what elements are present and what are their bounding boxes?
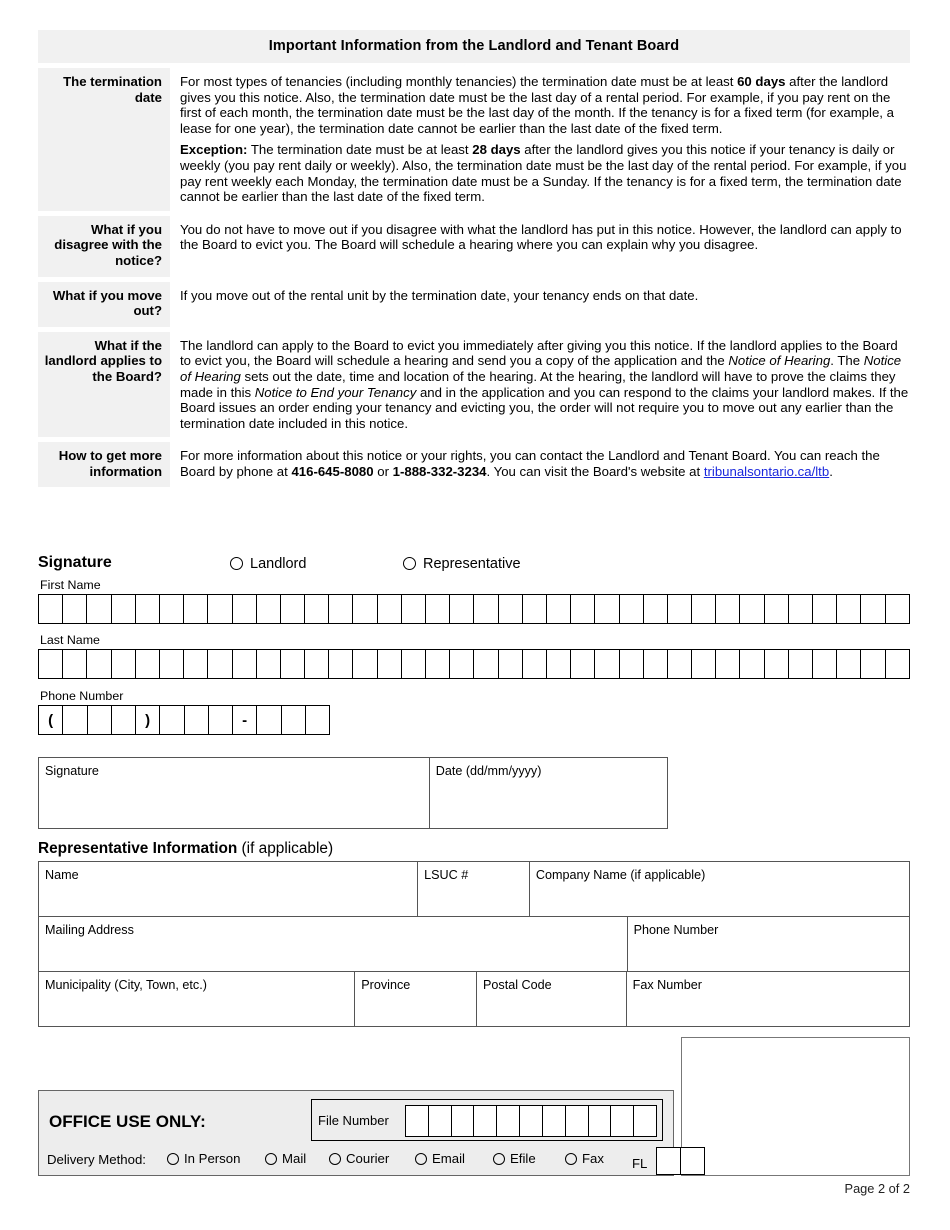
comb-cell[interactable] [692,595,716,623]
rep-company-label: Company Name (if applicable) [535,868,706,882]
fl-input[interactable] [656,1147,705,1175]
comb-cell[interactable] [740,650,764,678]
delivery-option-courier[interactable] [329,1151,389,1166]
txt: The landlord can apply to the Board to evict you immediately after giving you this notice. If the landlord applies to the Board to evict you, the Board will schedule a hearing and send you a copy of the application and the [180,337,898,369]
board-phone-local: 416-645-8080 [291,463,374,479]
comb-cell[interactable] [184,595,208,623]
info-label-termination-date: The termination date [38,68,170,211]
comb-cell[interactable] [160,595,184,623]
info-body-applies-to-board [170,332,910,438]
comb-cell[interactable] [681,1148,704,1174]
first-name-input[interactable] [38,594,910,624]
comb-cell[interactable] [740,595,764,623]
info-row-applies-to-board [38,332,910,438]
comb-cell[interactable] [595,650,619,678]
txt: You do not have to move out if you disagree with what the landlord has put in this notice. However, the landlord can apply to the Board to evict you. The Board will schedule a hearing where you can explain why you disagree. [180,221,902,253]
italic-notice-of-hearing-1: Notice of Hearing [728,353,831,369]
comb-cell[interactable] [136,595,160,623]
comb-cell[interactable] [257,650,281,678]
file-number-input[interactable] [405,1105,657,1137]
comb-cell[interactable] [474,595,498,623]
comb-cell[interactable] [595,595,619,623]
info-label-disagree: What if you disagree with the notice? [38,216,170,277]
comb-cell[interactable] [209,706,233,734]
bold-60-days: 60 days [737,74,786,89]
comb-cell[interactable] [329,650,353,678]
info-row-disagree [38,216,910,277]
comb-cell[interactable] [63,595,87,623]
info-row-move-out [38,282,910,327]
comb-cell[interactable] [450,650,474,678]
comb-cell[interactable] [657,1148,681,1174]
comb-cell[interactable] [426,650,450,678]
radio-circle-icon[interactable] [230,557,243,570]
info-row-more-information [38,442,910,487]
info-title-row [38,30,910,63]
comb-cell[interactable] [208,650,232,678]
info-row-termination-date [38,68,910,211]
txt: The termination date must be at least [247,142,473,158]
comb-cell[interactable] [184,650,208,678]
comb-cell-static: ) [136,706,160,734]
radio-option-representative[interactable] [403,556,521,572]
radio-circle-icon[interactable] [329,1153,341,1165]
comb-cell[interactable] [547,650,571,678]
comb-cell[interactable] [789,595,813,623]
comb-cell[interactable] [589,1106,612,1136]
rep-postal-code-label: Postal Code [483,978,552,992]
representative-row-3 [38,972,910,1027]
txt: sets out the date, time and location of the hearing. At the hearing, the landlord will have to prove the claims they made in this [180,368,896,400]
rep-municipality-label: Municipality (City, Town, etc.) [45,978,207,992]
info-band-title: Important Information from the Landlord and Tenant Board [38,30,910,63]
comb-cell[interactable] [282,706,306,734]
comb-cell[interactable] [406,1106,429,1136]
comb-cell[interactable] [634,1106,656,1136]
delivery-label-efile: Efile [510,1151,536,1166]
fl-label: FL [632,1156,648,1171]
comb-cell[interactable] [620,595,644,623]
info-label-more-information: How to get more information [38,442,170,487]
comb-cell[interactable] [353,595,377,623]
termination-paragraph-1 [180,74,910,136]
comb-cell[interactable] [566,1106,589,1136]
rep-mailing-address-label: Mailing Address [45,923,134,937]
info-body-move-out [170,282,910,327]
radio-label-landlord: Landlord [250,556,307,572]
comb-cell[interactable] [668,595,692,623]
comb-cell[interactable] [87,650,111,678]
comb-cell[interactable] [571,650,595,678]
comb-cell[interactable] [160,650,184,678]
signature-field-label: Signature [45,764,99,778]
txt: . You can visit the Board's website at [486,463,704,479]
italic-notice-of-hearing-2: Notice of Hearing [180,353,902,384]
delivery-method-row [47,1147,667,1173]
comb-cell[interactable] [765,650,789,678]
italic-notice-to-end-tenancy: Notice to End your Tenancy [254,384,417,400]
comb-cell[interactable] [523,650,547,678]
comb-cell[interactable] [160,706,184,734]
rep-phone-label: Phone Number [633,923,719,937]
rep-mailing-address-field[interactable] [39,917,628,971]
delivery-option-mail[interactable] [265,1151,306,1166]
comb-cell[interactable] [88,706,112,734]
signature-field[interactable] [39,758,430,828]
applies-paragraph [180,338,910,432]
delivery-label-fax: Fax [582,1151,604,1166]
comb-cell[interactable] [233,595,257,623]
comb-cell[interactable] [450,595,474,623]
delivery-method-label: Delivery Method: [47,1152,146,1167]
comb-cell[interactable] [716,595,740,623]
comb-cell[interactable] [281,595,305,623]
comb-cell[interactable] [474,1106,497,1136]
txt: after the landlord gives you this notice. Also, the termination date must be the last day of a rental period. For example, if you pay rent on the first of each month, the termination date must be the last day of the month. If the tenancy is for a fixed term (for example, a lease for one year), the termination date cannot be earlier than the last date of the fixed term. [180,74,894,136]
representative-row-2 [38,917,910,972]
comb-cell[interactable] [611,1106,634,1136]
signature-date-box [38,757,668,829]
important-information-table [38,30,910,487]
comb-cell[interactable] [452,1106,475,1136]
comb-cell[interactable] [39,650,63,678]
comb-cell[interactable] [233,650,257,678]
comb-cell[interactable] [257,706,281,734]
comb-cell[interactable] [305,595,329,623]
termination-paragraph-2 [180,142,910,204]
comb-cell[interactable] [716,650,740,678]
comb-cell[interactable] [547,595,571,623]
comb-cell[interactable] [474,650,498,678]
comb-cell[interactable] [306,706,329,734]
more-info-paragraph [180,448,910,479]
comb-cell[interactable] [378,650,402,678]
comb-cell-static: - [233,706,257,734]
first-name-label: First Name [40,578,101,592]
comb-cell[interactable] [39,595,63,623]
representative-row-1 [38,861,910,917]
comb-cell[interactable] [520,1106,543,1136]
txt: For more information about this notice or your rights, you can contact the Landlord and Tenant Board. You can reach the Board by phone at [180,448,880,479]
comb-cell[interactable] [543,1106,566,1136]
bold-exception: Exception: [180,142,248,158]
rep-province-field[interactable] [355,972,477,1026]
radio-circle-icon[interactable] [403,557,416,570]
comb-cell[interactable] [112,650,136,678]
board-phone-toll-free: 1-888-332-3234 [392,463,487,479]
info-label-move-out: What if you move out? [38,282,170,327]
rep-heading-light: (if applicable) [237,840,334,857]
file-number-label: File Number [318,1113,389,1128]
txt: . The [830,353,864,369]
comb-cell-static: ( [39,706,63,734]
comb-cell[interactable] [402,650,426,678]
comb-cell[interactable] [378,595,402,623]
last-name-input[interactable] [38,649,910,679]
comb-cell[interactable] [63,706,87,734]
comb-cell[interactable] [499,650,523,678]
delivery-label-mail: Mail [282,1151,307,1166]
office-use-only-box [38,1090,674,1176]
date-field-label: Date (dd/mm/yyyy) [435,764,542,778]
comb-cell[interactable] [692,650,716,678]
comb-cell[interactable] [861,595,885,623]
comb-cell[interactable] [571,595,595,623]
comb-cell[interactable] [281,650,305,678]
comb-cell[interactable] [112,706,136,734]
delivery-label-email: Email [432,1151,465,1166]
signature-heading-row [38,554,910,578]
radio-label-representative: Representative [423,556,521,572]
comb-cell[interactable] [765,595,789,623]
info-body-termination-date [170,68,910,211]
comb-cell[interactable] [429,1106,452,1136]
comb-cell[interactable] [305,650,329,678]
comb-cell[interactable] [87,595,111,623]
comb-cell[interactable] [112,595,136,623]
comb-cell[interactable] [523,595,547,623]
phone-number-label: Phone Number [40,689,124,703]
last-name-label: Last Name [40,633,100,647]
rep-name-field[interactable] [39,862,418,916]
info-label-applies-to-board: What if the landlord applies to the Board? [38,332,170,438]
radio-circle-icon[interactable] [415,1153,427,1165]
delivery-option-in-person[interactable] [167,1151,240,1166]
rep-fax-field[interactable] [627,972,909,1026]
comb-cell[interactable] [886,595,909,623]
comb-cell[interactable] [208,595,232,623]
phone-number-input[interactable] [38,705,330,735]
radio-circle-icon[interactable] [167,1153,179,1165]
rep-lsuc-field[interactable] [418,862,530,916]
signature-title: Signature [38,554,112,571]
delivery-label-in-person: In Person [184,1151,241,1166]
bold-28-days: 28 days [472,142,521,158]
comb-cell[interactable] [402,595,426,623]
delivery-label-courier: Courier [346,1151,390,1166]
comb-cell[interactable] [837,650,861,678]
file-number-group [311,1099,663,1141]
stamp-area-box [681,1037,910,1176]
txt: and in the application and you can respond to the claims your landlord makes. If the Board issues an order ending your tenancy and evicting you, the order will not require you to move out any earlier than the termination date included in this notice. [180,384,909,431]
board-website-link[interactable]: tribunalsontario.ca/ltb [703,463,830,479]
date-field[interactable] [430,758,667,828]
comb-cell[interactable] [136,650,160,678]
rep-fax-label: Fax Number [632,978,702,992]
office-use-only-title: OFFICE USE ONLY: [49,1112,206,1131]
delivery-option-efile[interactable] [493,1151,536,1166]
comb-cell[interactable] [886,650,909,678]
info-body-disagree [170,216,910,277]
info-body-more-information [170,442,910,487]
page-footer: Page 2 of 2 [844,1181,910,1196]
comb-cell[interactable] [497,1106,520,1136]
delivery-option-email[interactable] [415,1151,465,1166]
radio-option-landlord[interactable] [230,556,306,572]
delivery-option-fax[interactable] [565,1151,604,1166]
rep-postal-code-field[interactable] [477,972,627,1026]
comb-cell[interactable] [668,650,692,678]
comb-cell[interactable] [257,595,281,623]
rep-phone-field[interactable] [628,917,909,971]
comb-cell[interactable] [644,595,668,623]
comb-cell[interactable] [837,595,861,623]
rep-name-label: Name [45,868,79,882]
radio-circle-icon[interactable] [565,1153,577,1165]
rep-company-field[interactable] [530,862,909,916]
comb-cell[interactable] [329,595,353,623]
rep-heading-strong: Representative Information [38,840,238,857]
comb-cell[interactable] [620,650,644,678]
comb-cell[interactable] [426,595,450,623]
radio-circle-icon[interactable] [493,1153,505,1165]
comb-cell[interactable] [185,706,209,734]
comb-cell[interactable] [813,595,837,623]
comb-cell[interactable] [63,650,87,678]
rep-municipality-field[interactable] [39,972,355,1026]
comb-cell[interactable] [499,595,523,623]
rep-lsuc-label: LSUC # [424,868,469,882]
rep-province-label: Province [361,978,411,992]
comb-cell[interactable] [789,650,813,678]
comb-cell[interactable] [861,650,885,678]
txt: after the landlord gives you this notice if your tenancy is daily or weekly (you pay rent daily or weekly). Also, the termination date must be the last day of the rental period. For example, if you pay rent weekly each Monday, the termination date must be a Sunday. If the tenancy is for a fixed term, the termination date cannot be earlier than the last date of the fixed term. [180,142,907,205]
radio-circle-icon[interactable] [265,1153,277,1165]
txt: For most types of tenancies (including monthly tenancies) the termination date must be at least [180,74,738,89]
txt: or [373,463,393,479]
txt: . [829,463,833,479]
txt: If you move out of the rental unit by the termination date, your tenancy ends on that date. [180,287,699,303]
comb-cell[interactable] [644,650,668,678]
comb-cell[interactable] [813,650,837,678]
representative-information-heading [38,840,333,858]
comb-cell[interactable] [353,650,377,678]
